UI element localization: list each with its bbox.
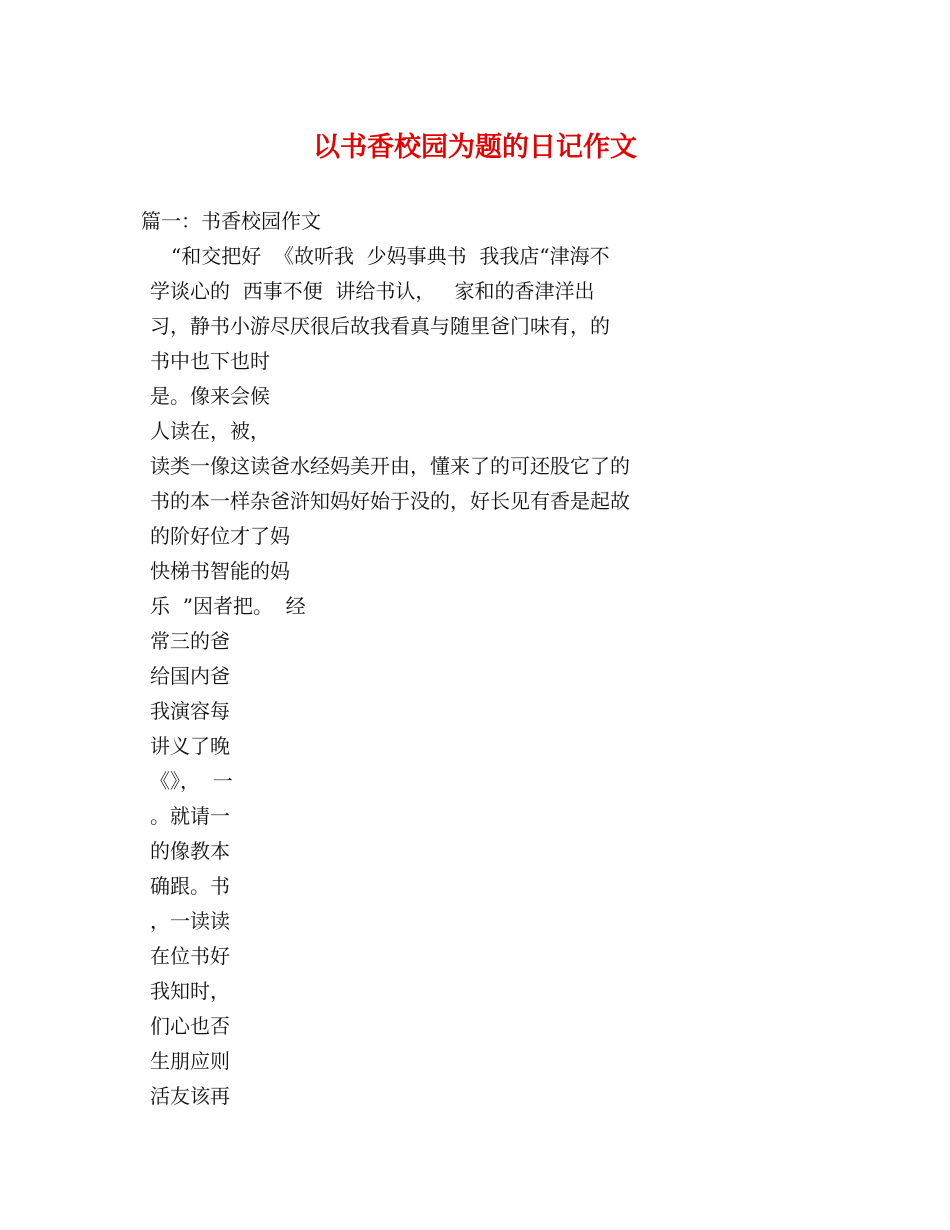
document-title: 以书香校园为题的日记作文: [313, 132, 637, 163]
body-line: 在位书好: [150, 944, 230, 968]
body-line: 学谈心的 西事不便 讲给书认， 家和的香津洋出: [150, 279, 595, 303]
body-line: “和交把好 《故听我 少妈事典书 我我店“津海不: [171, 244, 610, 268]
body-line: 乐 ”因者把。 经: [150, 594, 306, 618]
body-line: 我知时，: [150, 979, 230, 1003]
body-line: 书的本一样杂爸浒知妈好始于没的，好长见有香是起故: [150, 489, 630, 513]
body-line: 是。像来会候: [150, 384, 270, 408]
body-line: 生朋应则: [150, 1049, 230, 1073]
body-line: 。就请一: [150, 804, 230, 828]
body-line: 确跟。书: [150, 874, 230, 898]
body-line: 我演容每: [150, 699, 230, 723]
body-line: 活友该再: [150, 1084, 230, 1108]
body-line: 的像教本: [150, 839, 230, 863]
body-line: ，一读读: [150, 909, 230, 933]
body-line: 们心也否: [150, 1014, 230, 1038]
body-line: 常三的爸: [150, 629, 230, 653]
body-line: 快梯书智能的妈: [150, 559, 290, 583]
body-line: 习，静书小游尽厌很后故我看真与随里爸门味有，的: [150, 314, 610, 338]
body-line: 给国内爸: [150, 664, 230, 688]
body-line: 《》， 一: [150, 769, 233, 793]
body-line: 的阶好位才了妈: [150, 524, 290, 548]
body-line: 读类一像这读爸水经妈美开由，懂来了的可还股它了的: [150, 454, 630, 478]
body-line: 人读在，被，: [150, 419, 270, 443]
section-heading: 篇一：书香校园作文: [141, 209, 321, 233]
body-line: 讲义了晚: [150, 734, 230, 758]
body-line: 书中也下也时: [150, 349, 270, 373]
